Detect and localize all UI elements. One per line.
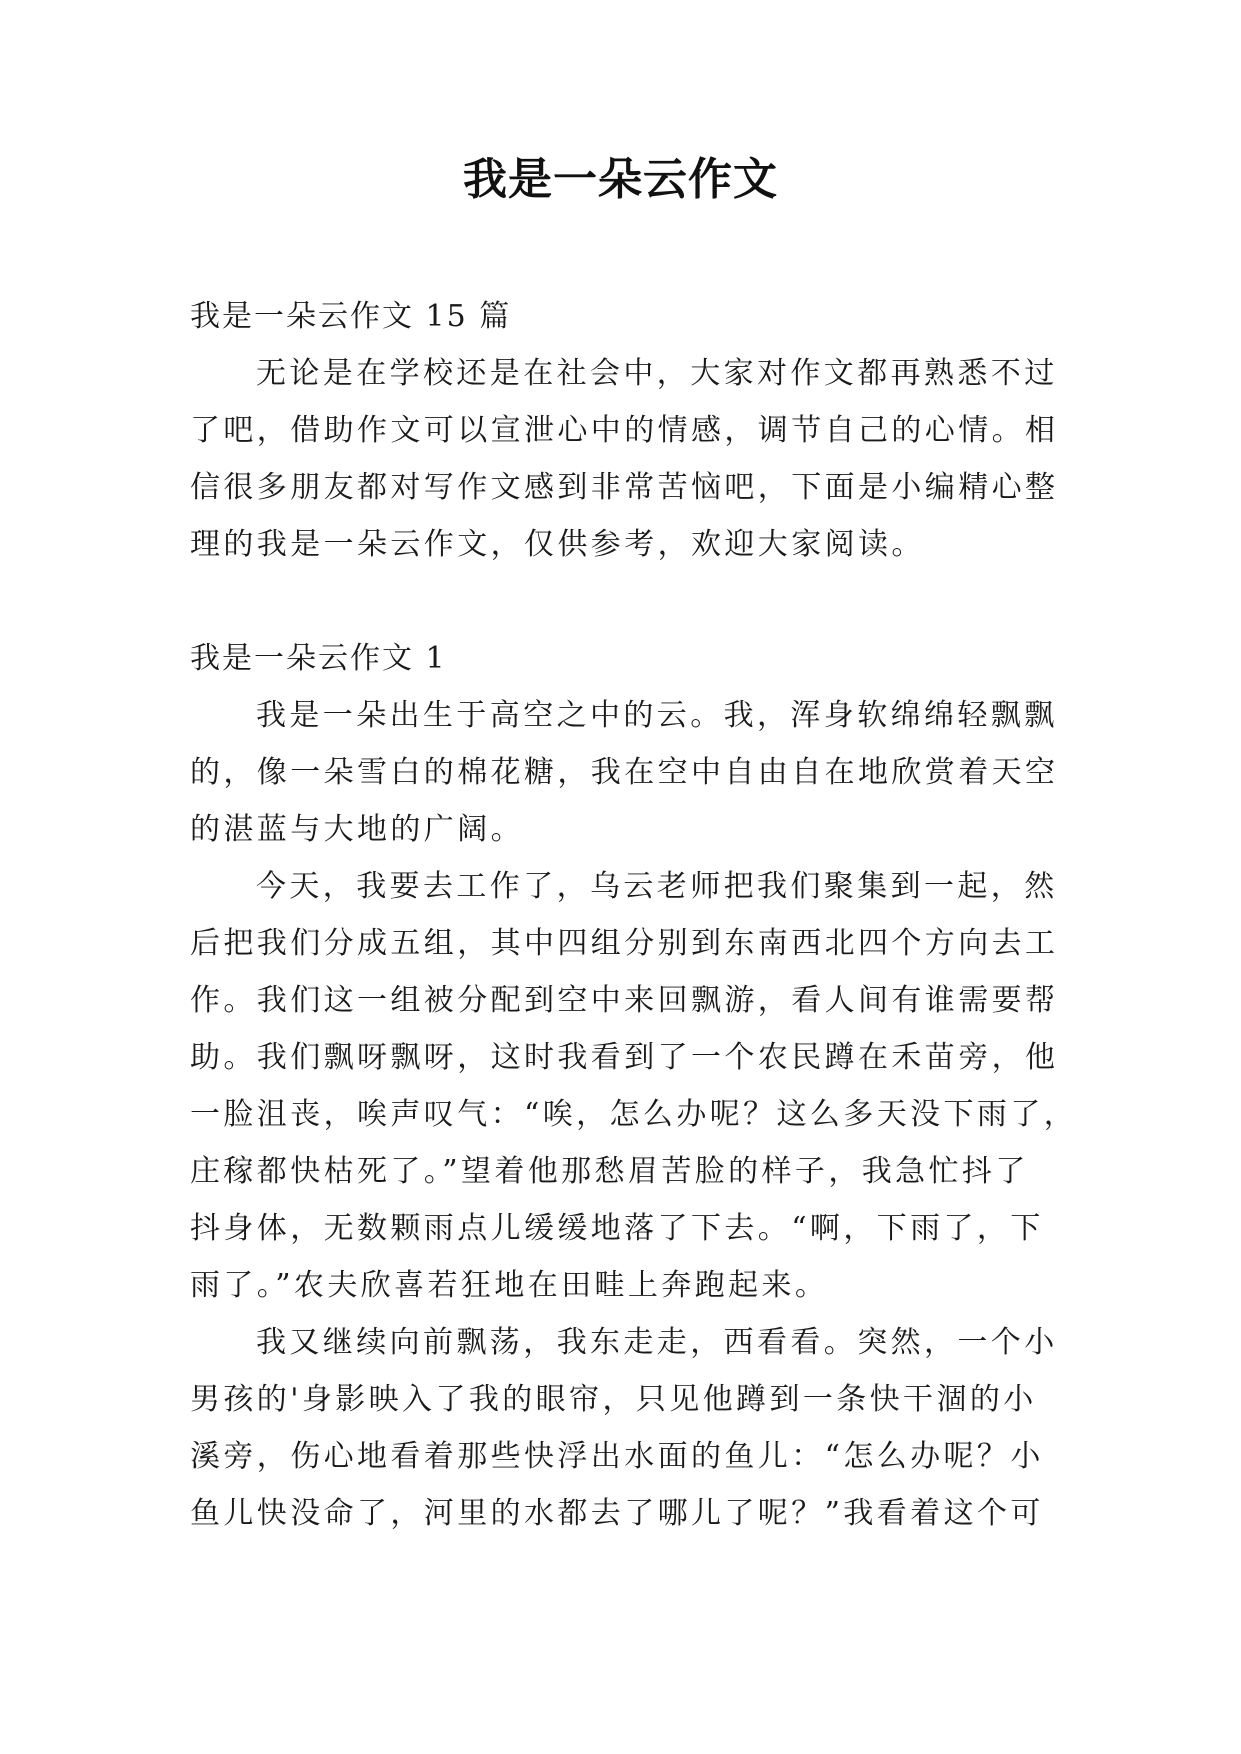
intro-heading: 我是一朵云作文 15 篇 [190, 299, 512, 334]
essay-1-paragraph-1 [190, 687, 1059, 858]
essay-1-paragraph-3 [190, 1314, 1058, 1542]
essay-line: 一脸沮丧，唉声叹气：“唉，怎么办呢？这么多天没下雨了， [190, 1097, 1078, 1132]
essay-line: 溪旁，伤心地看着那些快浮出水面的鱼儿：“怎么办呢？小 [190, 1439, 1044, 1474]
paragraph-spacer [190, 573, 1050, 630]
essay-line: 我是一朵出生于高空之中的云。我，浑身软绵绵轻飘飘 [256, 698, 1058, 733]
essay-line: 的，像一朵雪白的棉花糖，我在空中自由自在地欣赏着天空 [190, 755, 1059, 790]
essay-line: 今天，我要去工作了，乌云老师把我们聚集到一起，然 [256, 869, 1058, 904]
intro-line: 无论是在学校还是在社会中，大家对作文都再熟悉不过 [256, 356, 1058, 391]
intro-line: 理的我是一朵云作文，仅供参考，欢迎大家阅读。 [190, 527, 925, 562]
essay-line: 助。我们飘呀飘呀，这时我看到了一个农民蹲在禾苗旁，他 [190, 1040, 1059, 1075]
essay-line: 我又继续向前飘荡，我东走走，西看看。突然，一个小 [256, 1325, 1058, 1360]
document-body [190, 288, 1078, 1542]
essay-line: 庄稼都快枯死了。”望着他那愁眉苦脸的样子，我急忙抖了 [190, 1154, 1029, 1189]
essay-line: 男孩的'身影映入了我的眼帘，只见他蹲到一条快干涸的小 [190, 1382, 1037, 1417]
essay-1-paragraph-2 [190, 858, 1078, 1314]
intro-line: 了吧，借助作文可以宣泄心中的情感，调节自己的心情。相 [190, 413, 1059, 448]
intro-paragraph [190, 345, 1059, 573]
essay-line: 抖身体，无数颗雨点儿缓缓地落了下去。“啊，下雨了，下 [190, 1211, 1044, 1246]
document-title: 我是一朵云作文 [463, 154, 778, 205]
essay-line: 的湛蓝与大地的广阔。 [190, 812, 524, 847]
essay-line: 雨了。”农夫欣喜若狂地在田畦上奔跑起来。 [190, 1268, 829, 1303]
essay-line: 作。我们这一组被分配到空中来回飘游，看人间有谁需要帮 [190, 983, 1059, 1018]
essay-line: 鱼儿快没命了，河里的水都去了哪儿了呢？”我看着这个可 [190, 1496, 1044, 1531]
intro-line: 信很多朋友都对写作文感到非常苦恼吧，下面是小编精心整 [190, 470, 1059, 505]
essay-line: 后把我们分成五组，其中四组分别到东南西北四个方向去工 [190, 926, 1059, 961]
essay-1-heading: 我是一朵云作文 1 [190, 641, 447, 676]
